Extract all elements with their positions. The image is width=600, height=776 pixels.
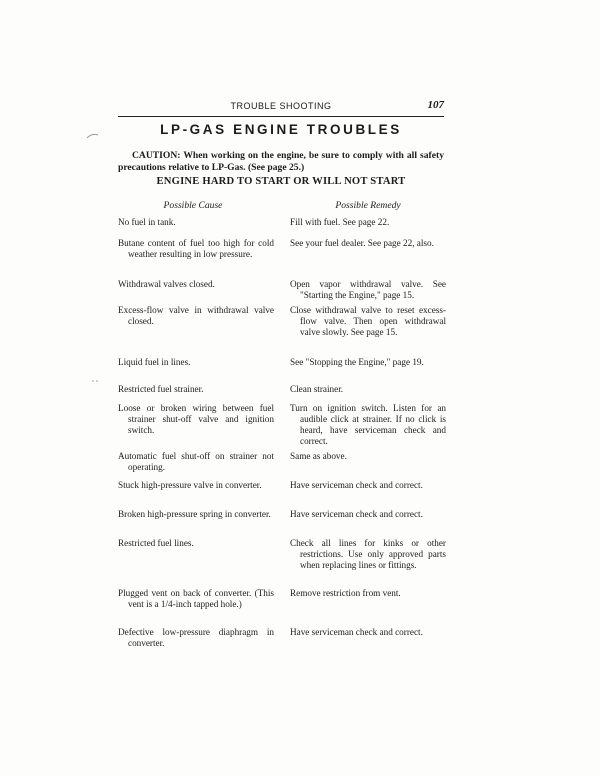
- cause-cell: Withdrawal valves closed.: [118, 279, 215, 289]
- remedy-cell: Clean strainer.: [290, 384, 344, 394]
- running-title: TROUBLE SHOOTING: [230, 101, 332, 111]
- remedy-cell: Check all lines for kinks or other restrictions. Use only approved parts when replacing lines or fittings.: [290, 538, 446, 570]
- running-header: [118, 100, 444, 117]
- remedy-cell: Remove restriction from vent.: [290, 588, 401, 598]
- cause-cell: Butane content of fuel too high for cold weather resulting in low pressure.: [118, 238, 274, 259]
- remedy-cell: Have serviceman check and correct.: [290, 627, 423, 637]
- cause-cell: No fuel in tank.: [118, 217, 176, 227]
- caution-paragraph: CAUTION: When working on the engine, be sure to comply with all safety precautions relative to LP-Gas. (See page 25.): [118, 150, 444, 173]
- remedy-cell: See your fuel dealer. See page 22, also.: [290, 238, 434, 248]
- remedy-cell: Have serviceman check and correct.: [290, 509, 423, 519]
- remedy-cell: Close withdrawal valve to reset excess-flow valve. Then open withdrawal valve slowly. See page 15.: [290, 305, 446, 337]
- remedy-cell: Same as above.: [290, 451, 347, 461]
- cause-cell: Defective low-pressure diaphragm in converter.: [118, 627, 274, 648]
- cause-cell: Liquid fuel in lines.: [118, 357, 191, 367]
- remedy-cell: See "Stopping the Engine," page 19.: [290, 357, 424, 367]
- column-header-cause: Possible Cause: [163, 200, 223, 211]
- cause-cell: Loose or broken wiring between fuel strainer shut-off valve and ignition switch.: [118, 403, 274, 435]
- cause-cell: Automatic fuel shut-off on strainer not operating.: [118, 451, 274, 472]
- cause-cell: Restricted fuel strainer.: [118, 384, 204, 394]
- column-header-remedy: Possible Remedy: [335, 200, 401, 211]
- section-heading: ENGINE HARD TO START OR WILL NOT START: [156, 176, 406, 187]
- remedy-cell: Have serviceman check and correct.: [290, 480, 423, 490]
- remedy-cell: Fill with fuel. See page 22.: [290, 217, 390, 227]
- cause-cell: Plugged vent on back of converter. (This vent is a 1/4-inch tapped hole.): [118, 588, 274, 609]
- margin-mark: [90, 378, 100, 384]
- remedy-cell: Open vapor withdrawal valve. See "Starting the Engine," page 15.: [290, 279, 446, 300]
- page-title: LP-GAS ENGINE TROUBLES: [160, 122, 402, 137]
- margin-mark: [86, 132, 100, 140]
- remedy-cell: Turn on ignition switch. Listen for an audible click at strainer. If no click is heard, have serviceman check and correct.: [290, 403, 446, 446]
- cause-cell: Stuck high-pressure valve in converter.: [118, 480, 262, 490]
- cause-cell: Broken high-pressure spring in converter.: [118, 509, 271, 519]
- page-number: 107: [427, 99, 444, 111]
- cause-cell: Excess-flow valve in withdrawal valve closed.: [118, 305, 274, 326]
- cause-cell: Restricted fuel lines.: [118, 538, 194, 548]
